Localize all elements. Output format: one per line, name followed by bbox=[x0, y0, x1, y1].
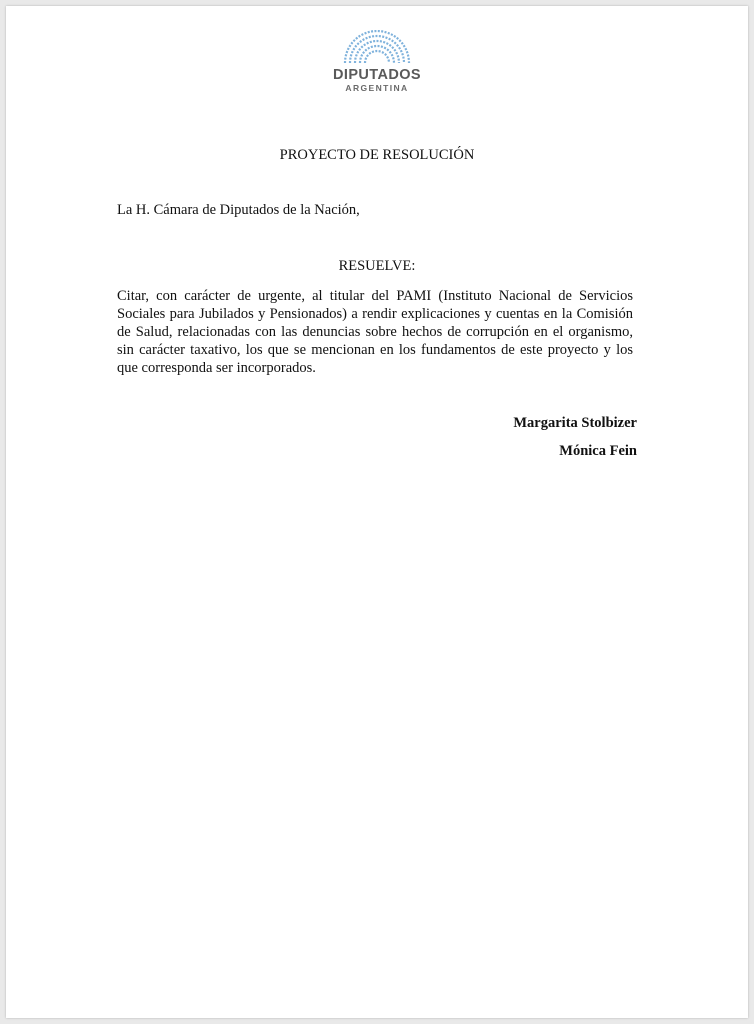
document-title: PROYECTO DE RESOLUCIÓN bbox=[279, 147, 475, 163]
signatory-2: Mónica Fein bbox=[559, 443, 637, 459]
congress-dome-icon bbox=[342, 30, 412, 64]
signatory-1: Margarita Stolbizer bbox=[513, 415, 637, 431]
resolution-body: Citar, con carácter de urgente, al titular del PAMI (Instituto Nacional de Servicios Sociales para Jubilados y Pensionados) a rendir explicaciones y cuentas en la Comisión de Salud, relacionadas con las denuncias sobre hechos de corrupción en el organismo, sin carácter taxativo, los que se mencionan en los fundamentos de este proyecto y los que corresponda ser incorporados. bbox=[117, 288, 633, 376]
logo-title: DIPUTADOS bbox=[333, 67, 421, 83]
diputados-logo bbox=[0, 30, 754, 94]
addressee: La H. Cámara de Diputados de la Nación, bbox=[117, 202, 360, 218]
logo-subtitle: ARGENTINA bbox=[345, 83, 409, 93]
resolve-heading: RESUELVE: bbox=[338, 258, 416, 274]
